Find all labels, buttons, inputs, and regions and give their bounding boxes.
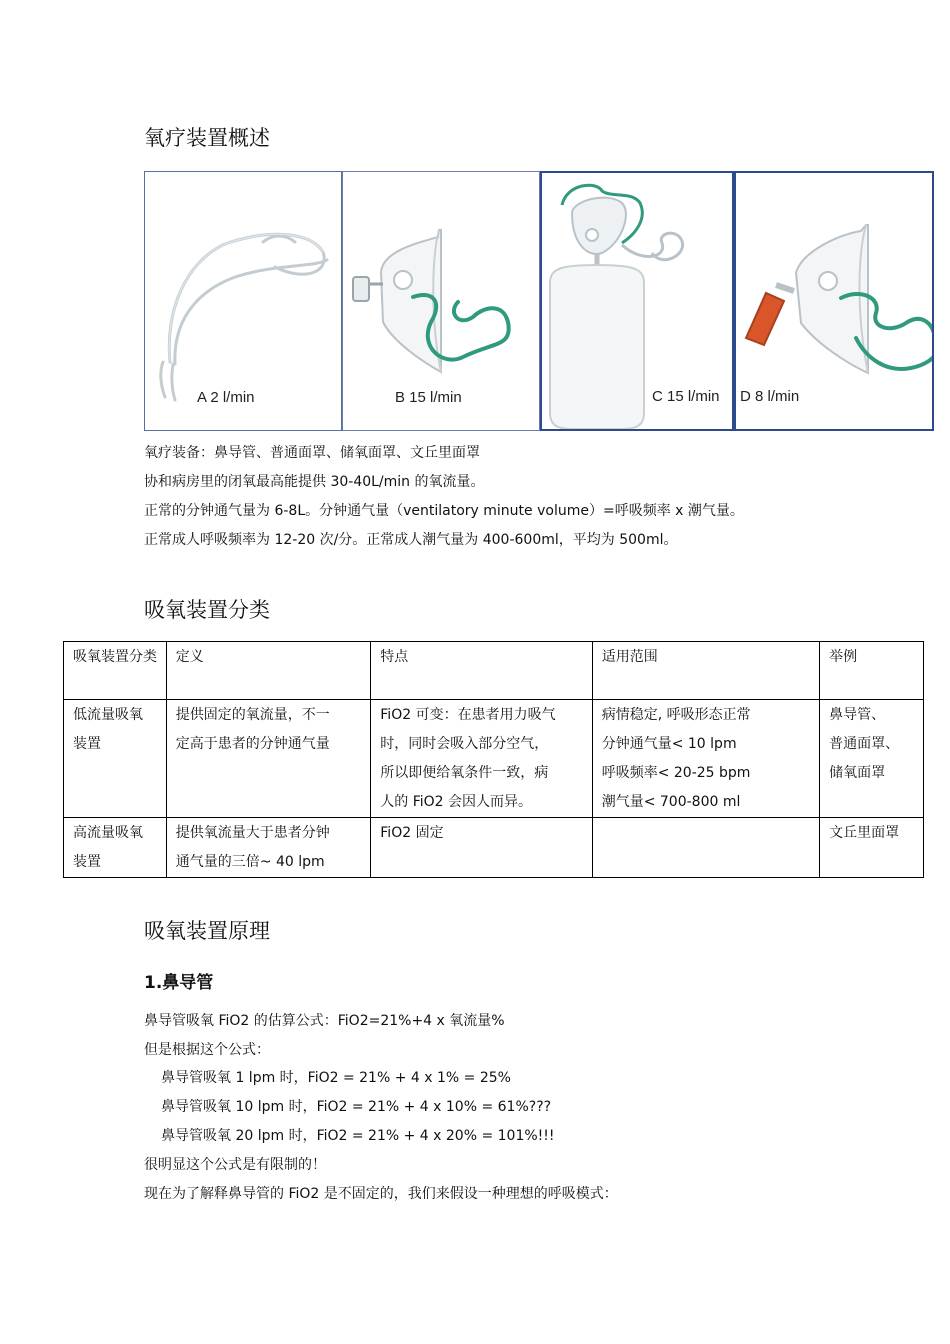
table-cell: [371, 700, 592, 818]
example-line: 鼻导管吸氧 10 lpm 时，FiO2 = 21% + 4 x 10% = 61%???: [161, 1099, 552, 1115]
nasal-cannula-subheading: [144, 968, 213, 993]
cell-line: 装置: [73, 854, 101, 870]
header-cell: 特点: [371, 642, 592, 700]
cell-line: 分钟通气量< 10 lpm: [601, 736, 737, 752]
panel-d-caption: D 8 l/min: [740, 388, 800, 405]
panel-simple-mask: [342, 171, 540, 431]
cell-line: 通气量的三倍~ 40 lpm: [175, 854, 325, 870]
cell-line: 普通面罩、: [829, 736, 900, 752]
cell-line: 定高于患者的分钟通气量: [175, 736, 330, 752]
cell-line: 储氧面罩: [829, 765, 886, 781]
overview-line: 协和病房里的闭氧最高能提供 30-40L/min 的氧流量。: [144, 474, 485, 490]
panel-a-caption: A 2 l/min: [197, 389, 255, 406]
body-line: 很明显这个公式是有限制的！: [144, 1157, 326, 1173]
cell-line: 文丘里面罩: [829, 825, 900, 841]
device-classification-table: [63, 641, 924, 878]
cell-line: FiO2 可变：在患者用力吸气: [380, 707, 556, 723]
subheading-text: 鼻导管: [162, 973, 214, 993]
table-header-row: [64, 642, 924, 700]
header-cell: 举例: [820, 642, 924, 700]
cell-line: 所以即便给氧条件一致，病: [380, 765, 549, 781]
cell-line: 低流量吸氧: [73, 707, 143, 723]
cell-line: 呼吸频率< 20-25 bpm: [601, 765, 751, 781]
body-line: 现在为了解释鼻导管的 FiO2 是不固定的，我们来假设一种理想的呼吸模式：: [144, 1186, 618, 1202]
cell-line: 提供固定的氧流量，不一: [175, 707, 330, 723]
example-line: 鼻导管吸氧 20 lpm 时，FiO2 = 21% + 4 x 20% = 101%!!!: [161, 1128, 555, 1144]
cell-line: 鼻导管、: [829, 707, 886, 723]
table-cell: [592, 700, 819, 818]
table-row: [64, 818, 924, 878]
cell-line: 提供氧流量大于患者分钟: [175, 825, 330, 841]
table-cell: [166, 700, 371, 818]
formula-line: 鼻导管吸氧 FiO2 的估算公式：FiO2=21%+4 x 氧流量%: [144, 1013, 505, 1029]
cell-line: 潮气量< 700-800 ml: [601, 794, 741, 810]
cell-line: 高流量吸氧: [73, 825, 143, 841]
table-cell: [64, 818, 167, 878]
table-cell: [371, 818, 592, 878]
principle-heading: 吸氧装置原理: [144, 919, 270, 943]
panel-b-caption: B 15 l/min: [395, 389, 462, 406]
table-row: [64, 700, 924, 818]
subheading-number: 1.: [144, 973, 163, 993]
body-line: 但是根据这个公式：: [144, 1042, 270, 1058]
panel-reservoir-mask: [540, 171, 734, 431]
table-cell: [820, 700, 924, 818]
table-cell: [820, 818, 924, 878]
overview-line: 氧疗装备：鼻导管、普通面罩、储氧面罩、文丘里面罩: [144, 445, 480, 461]
cell-line: FiO2 固定: [380, 825, 444, 841]
overview-heading: 氧疗装置概述: [144, 126, 270, 150]
panel-nasal-cannula: [144, 171, 342, 431]
header-cell: 定义: [166, 642, 371, 700]
panel-c-caption: C 15 l/min: [652, 388, 720, 405]
cell-line: 装置: [73, 736, 101, 752]
cell-line: 人的 FiO2 会因人而异。: [380, 794, 533, 810]
cell-line: 病情稳定, 呼吸形态正常: [601, 707, 751, 723]
classification-heading: 吸氧装置分类: [144, 598, 270, 622]
header-cell: 适用范围: [592, 642, 819, 700]
table-cell: [64, 700, 167, 818]
overview-line: 正常成人呼吸频率为 12-20 次/分。正常成人潮气量为 400-600ml，平均为 500ml。: [144, 532, 678, 548]
header-cell: 吸氧装置分类: [64, 642, 167, 700]
table-cell: [592, 818, 819, 878]
example-line: 鼻导管吸氧 1 lpm 时，FiO2 = 21% + 4 x 1% = 25%: [161, 1070, 511, 1086]
oxygen-devices-figure: [144, 171, 934, 433]
table-cell: [166, 818, 371, 878]
panel-venturi-mask: [734, 171, 934, 431]
cell-line: 时，同时会吸入部分空气，: [380, 736, 549, 752]
overview-line: 正常的分钟通气量为 6-8L。分钟通气量（ventilatory minute volume）=呼吸频率 x 潮气量。: [144, 503, 744, 519]
